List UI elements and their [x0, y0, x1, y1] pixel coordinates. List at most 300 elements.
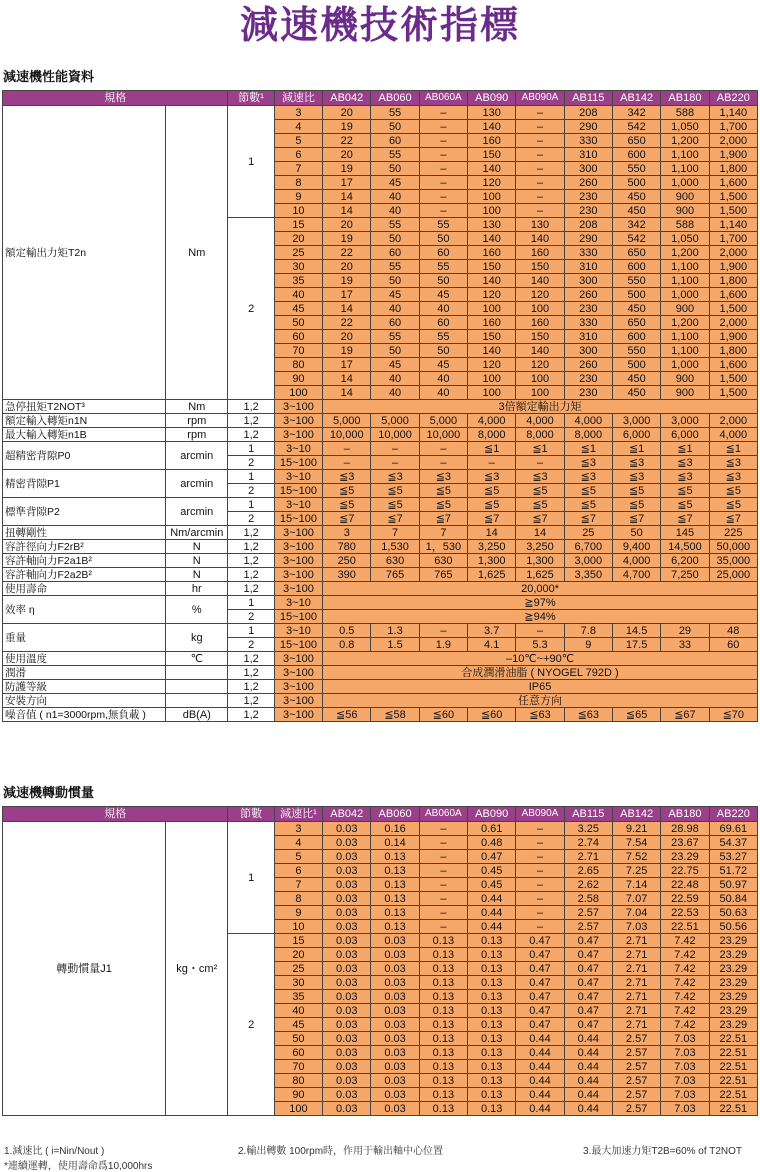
value-cell: ≦56: [323, 708, 371, 722]
value-cell: 0.44: [516, 1032, 564, 1046]
value-cell: 48: [709, 624, 757, 638]
value-cell: 5,000: [323, 414, 371, 428]
value-cell: 40: [371, 190, 419, 204]
ratio-cell: 6: [274, 148, 322, 162]
value-cell: 140: [468, 120, 516, 134]
value-cell: 0.13: [468, 1032, 516, 1046]
ratio-cell: 80: [274, 1074, 322, 1088]
value-cell: 0.44: [468, 892, 516, 906]
value-cell: 300: [564, 274, 612, 288]
value-cell: 1,500: [709, 204, 757, 218]
stage-cell: 1,2: [228, 400, 274, 414]
value-cell: 50: [419, 232, 467, 246]
ratio-cell: 3~100: [274, 428, 322, 442]
ratio-cell: 4: [274, 836, 322, 850]
value-cell: ≦1: [516, 442, 564, 456]
value-cell: 55: [371, 106, 419, 120]
value-cell: 7.03: [661, 1074, 709, 1088]
value-cell: 100: [516, 386, 564, 400]
value-cell: 390: [323, 568, 371, 582]
value-cell: 2.57: [564, 906, 612, 920]
value-cell: 1,700: [709, 232, 757, 246]
value-cell: 53.27: [709, 850, 757, 864]
value-cell: 310: [564, 260, 612, 274]
value-cell: –: [516, 176, 564, 190]
value-cell: 9.21: [612, 822, 660, 836]
value-cell: 2.71: [564, 850, 612, 864]
value-cell: 1,800: [709, 274, 757, 288]
spec-unit: %: [166, 596, 228, 624]
value-cell: 0.44: [468, 920, 516, 934]
value-cell: –: [419, 120, 467, 134]
value-cell: 0.44: [564, 1046, 612, 1060]
header-spec: 規格: [3, 91, 228, 106]
value-cell: ≦5: [564, 484, 612, 498]
ratio-cell: 4: [274, 120, 322, 134]
value-cell: 0.13: [468, 962, 516, 976]
value-cell: 160: [516, 316, 564, 330]
spec-unit: Nm: [166, 400, 228, 414]
value-cell: 0.44: [564, 1088, 612, 1102]
ratio-cell: 15~100: [274, 512, 322, 526]
value-cell: 3,000: [612, 414, 660, 428]
ratio-cell: 50: [274, 316, 322, 330]
value-cell: 140: [468, 344, 516, 358]
value-cell: 0.47: [564, 990, 612, 1004]
value-cell: 0.13: [371, 906, 419, 920]
value-cell: 50: [419, 344, 467, 358]
spec-label: 容許軸向力F2a2B²: [3, 568, 166, 582]
value-cell: 8,000: [564, 428, 612, 442]
ratio-cell: 90: [274, 372, 322, 386]
ratio-cell: 35: [274, 990, 322, 1004]
value-cell: ≦5: [709, 484, 757, 498]
spec-label: 安裝方向: [3, 694, 166, 708]
spec-label: 最大輸入轉矩n1B: [3, 428, 166, 442]
value-cell: 2.57: [612, 1032, 660, 1046]
value-cell: 7.42: [661, 962, 709, 976]
spec-label: 額定輸出力矩T2n: [3, 106, 166, 400]
header-cell: AB042: [323, 91, 371, 106]
value-cell: 260: [564, 358, 612, 372]
value-cell: 7.42: [661, 934, 709, 948]
ratio-cell: 8: [274, 176, 322, 190]
value-cell: 55: [419, 218, 467, 232]
value-cell: –: [516, 850, 564, 864]
value-cell: –: [419, 850, 467, 864]
value-cell: 1,000: [661, 358, 709, 372]
value-cell: 0.13: [419, 1060, 467, 1074]
value-cell: 10,000: [323, 428, 371, 442]
value-cell: 160: [468, 134, 516, 148]
value-cell: 0.5: [323, 624, 371, 638]
value-cell: –: [419, 162, 467, 176]
stage-cell: 1,2: [228, 680, 274, 694]
value-cell: 150: [468, 148, 516, 162]
value-cell: 0.47: [564, 948, 612, 962]
spec-unit: arcmin: [166, 470, 228, 498]
footnote-2: 2.輸出轉數 100rpm時，作用于輸出軸中心位置: [238, 1146, 444, 1157]
value-cell: ≦3: [371, 470, 419, 484]
value-cell: 7.03: [661, 1088, 709, 1102]
value-cell: ≦7: [612, 512, 660, 526]
ratio-cell: 100: [274, 386, 322, 400]
value-cell: 0.03: [371, 1102, 419, 1116]
value-cell: 17: [323, 288, 371, 302]
value-cell: ≦7: [323, 512, 371, 526]
ratio-cell: 50: [274, 1032, 322, 1046]
value-cell: 1,100: [661, 274, 709, 288]
value-cell: 2.71: [612, 1018, 660, 1032]
value-cell: 0.16: [371, 822, 419, 836]
value-cell: 17: [323, 176, 371, 190]
value-cell: 22.51: [661, 920, 709, 934]
value-cell: 9,400: [612, 540, 660, 554]
value-cell: 22: [323, 134, 371, 148]
value-cell: 20: [323, 260, 371, 274]
value-cell: 0.13: [468, 1004, 516, 1018]
value-cell: 4.1: [468, 638, 516, 652]
value-cell: ≦70: [709, 708, 757, 722]
value-cell: 0.03: [371, 962, 419, 976]
value-cell: 1,500: [709, 302, 757, 316]
spec-label: 噪音值 ( n1=3000rpm,無負載 ): [3, 708, 166, 722]
value-cell: 0.13: [419, 948, 467, 962]
value-cell: ≦1: [468, 442, 516, 456]
value-cell: 600: [612, 148, 660, 162]
spec-label: 潤滑: [3, 666, 166, 680]
value-cell: 3,250: [516, 540, 564, 554]
ratio-cell: 3: [274, 106, 322, 120]
ratio-cell: 8: [274, 892, 322, 906]
value-cell: 0.03: [323, 892, 371, 906]
stage-cell: 1,2: [228, 554, 274, 568]
header-cell: AB142: [612, 91, 660, 106]
value-cell: 7.42: [661, 1004, 709, 1018]
value-cell: 0.13: [419, 934, 467, 948]
value-cell: 120: [468, 288, 516, 302]
ratio-cell: 3~100: [274, 568, 322, 582]
value-cell: 54.37: [709, 836, 757, 850]
value-cell: 40: [371, 372, 419, 386]
value-cell: 0.13: [419, 1102, 467, 1116]
value-cell: 23.29: [709, 976, 757, 990]
ratio-cell: 7: [274, 162, 322, 176]
value-cell: 2.71: [612, 962, 660, 976]
ratio-cell: 10: [274, 920, 322, 934]
spec-label: 使用壽命: [3, 582, 166, 596]
table-row: [3, 414, 758, 428]
value-cell: 60: [709, 638, 757, 652]
value-cell: 50: [371, 344, 419, 358]
value-cell: 140: [468, 274, 516, 288]
page-title: 減速機技術指標: [239, 3, 520, 47]
span-value: –10℃~+90℃: [323, 652, 758, 666]
value-cell: –: [516, 204, 564, 218]
value-cell: ≦60: [468, 708, 516, 722]
value-cell: ≦58: [371, 708, 419, 722]
value-cell: 1,800: [709, 162, 757, 176]
ratio-cell: 5: [274, 850, 322, 864]
value-cell: 4,000: [516, 414, 564, 428]
value-cell: 19: [323, 274, 371, 288]
value-cell: 0.03: [323, 1088, 371, 1102]
spec-label: 標準背隙P2: [3, 498, 166, 526]
table-row: [3, 428, 758, 442]
footnote-1: 1.減速比 ( i=Nin/Nout ): [4, 1146, 105, 1157]
value-cell: –: [516, 878, 564, 892]
ratio-cell: 3~10: [274, 470, 322, 484]
value-cell: 0.03: [371, 990, 419, 1004]
value-cell: 7.8: [564, 624, 612, 638]
value-cell: 0.03: [371, 1018, 419, 1032]
value-cell: 2,000: [709, 316, 757, 330]
value-cell: 7.42: [661, 948, 709, 962]
ratio-cell: 3~100: [274, 526, 322, 540]
header-cell: AB090A: [516, 91, 564, 106]
ratio-cell: 15~100: [274, 456, 322, 470]
ratio-cell: 3~100: [274, 582, 322, 596]
value-cell: 0.13: [419, 1046, 467, 1060]
header-cell: 減速比: [274, 91, 322, 106]
value-cell: 0.47: [516, 1004, 564, 1018]
value-cell: 3.7: [468, 624, 516, 638]
spec-unit: hr: [166, 582, 228, 596]
value-cell: 22.53: [661, 906, 709, 920]
value-cell: 23.29: [661, 850, 709, 864]
value-cell: 1,500: [709, 386, 757, 400]
value-cell: 1.9: [419, 638, 467, 652]
stage-cell: 1: [228, 822, 274, 934]
value-cell: ≦3: [612, 470, 660, 484]
value-cell: 0.13: [371, 878, 419, 892]
value-cell: 160: [468, 316, 516, 330]
stage-cell: 1,2: [228, 526, 274, 540]
value-cell: 35,000: [709, 554, 757, 568]
value-cell: 300: [564, 162, 612, 176]
value-cell: 780: [323, 540, 371, 554]
stage-cell: 1: [228, 596, 274, 610]
value-cell: 9: [564, 638, 612, 652]
value-cell: 0.47: [516, 1018, 564, 1032]
ratio-cell: 40: [274, 288, 322, 302]
ratio-cell: 3~100: [274, 540, 322, 554]
value-cell: –: [419, 176, 467, 190]
value-cell: 22: [323, 316, 371, 330]
value-cell: ≦3: [516, 470, 564, 484]
spec-unit: kg: [166, 624, 228, 652]
stage-cell: 1,2: [228, 540, 274, 554]
value-cell: 160: [516, 246, 564, 260]
table-row: [3, 540, 758, 554]
value-cell: ≦3: [612, 456, 660, 470]
performance-table: [2, 90, 758, 722]
value-cell: 2,000: [709, 134, 757, 148]
header-cell: AB180: [661, 807, 709, 822]
value-cell: 6,700: [564, 540, 612, 554]
value-cell: 0.13: [468, 934, 516, 948]
value-cell: 0.03: [323, 864, 371, 878]
value-cell: 3.25: [564, 822, 612, 836]
value-cell: 130: [468, 218, 516, 232]
value-cell: 100: [516, 372, 564, 386]
value-cell: –: [419, 822, 467, 836]
value-cell: –: [419, 906, 467, 920]
value-cell: ≦1: [564, 442, 612, 456]
value-cell: 230: [564, 302, 612, 316]
value-cell: 7.25: [612, 864, 660, 878]
ratio-cell: 15: [274, 218, 322, 232]
value-cell: ≦5: [612, 498, 660, 512]
value-cell: 0.44: [516, 1102, 564, 1116]
value-cell: 1,100: [661, 330, 709, 344]
header-spec: 規格: [3, 807, 228, 822]
ratio-cell: 30: [274, 260, 322, 274]
value-cell: 0.47: [516, 934, 564, 948]
ratio-cell: 45: [274, 1018, 322, 1032]
value-cell: 542: [612, 120, 660, 134]
value-cell: 500: [612, 288, 660, 302]
value-cell: 140: [516, 232, 564, 246]
value-cell: 14: [468, 526, 516, 540]
header-cell: AB060A: [419, 807, 467, 822]
value-cell: 260: [564, 176, 612, 190]
value-cell: 0.03: [323, 878, 371, 892]
value-cell: 19: [323, 162, 371, 176]
value-cell: 1,200: [661, 316, 709, 330]
value-cell: 8,000: [516, 428, 564, 442]
value-cell: 55: [371, 218, 419, 232]
value-cell: 1,500: [709, 190, 757, 204]
value-cell: 2.57: [612, 1088, 660, 1102]
value-cell: 45: [371, 176, 419, 190]
value-cell: 100: [468, 302, 516, 316]
value-cell: 0.03: [371, 1032, 419, 1046]
header-cell: AB060: [371, 807, 419, 822]
value-cell: 50.56: [709, 920, 757, 934]
header-cell: 節數: [228, 807, 274, 822]
spec-unit: Nm/arcmin: [166, 526, 228, 540]
value-cell: 14: [323, 204, 371, 218]
spec-label: 容許軸向力F2a1B²: [3, 554, 166, 568]
value-cell: 4,000: [564, 414, 612, 428]
value-cell: 0.47: [564, 1004, 612, 1018]
value-cell: 600: [612, 260, 660, 274]
value-cell: 1,100: [661, 344, 709, 358]
value-cell: 22.48: [661, 878, 709, 892]
value-cell: 342: [612, 218, 660, 232]
value-cell: –: [419, 836, 467, 850]
value-cell: 230: [564, 386, 612, 400]
value-cell: 60: [371, 134, 419, 148]
value-cell: 0.47: [564, 1018, 612, 1032]
value-cell: 50: [371, 232, 419, 246]
header-row: [3, 91, 758, 106]
value-cell: 260: [564, 288, 612, 302]
value-cell: 450: [612, 302, 660, 316]
ratio-cell: 20: [274, 948, 322, 962]
value-cell: 0.47: [516, 990, 564, 1004]
value-cell: 7.54: [612, 836, 660, 850]
value-cell: 1,500: [709, 372, 757, 386]
value-cell: 60: [371, 316, 419, 330]
value-cell: 500: [612, 176, 660, 190]
stage-cell: 2: [228, 512, 274, 526]
value-cell: 0.13: [371, 850, 419, 864]
value-cell: 765: [419, 568, 467, 582]
value-cell: 2.57: [612, 1074, 660, 1088]
value-cell: –: [419, 878, 467, 892]
value-cell: 630: [371, 554, 419, 568]
value-cell: 0.44: [564, 1102, 612, 1116]
value-cell: 19: [323, 120, 371, 134]
value-cell: 0.03: [323, 1074, 371, 1088]
value-cell: 50.63: [709, 906, 757, 920]
value-cell: 310: [564, 330, 612, 344]
spec-label: 容許徑向力F2rB²: [3, 540, 166, 554]
value-cell: 22: [323, 246, 371, 260]
inertia-label: 轉動慣量J1: [3, 822, 166, 1116]
stage-cell: 1,2: [228, 708, 274, 722]
value-cell: 6,200: [661, 554, 709, 568]
value-cell: 19: [323, 344, 371, 358]
value-cell: 0.61: [468, 822, 516, 836]
value-cell: 450: [612, 190, 660, 204]
stage-cell: 1,2: [228, 568, 274, 582]
value-cell: 2.71: [612, 948, 660, 962]
value-cell: 7.42: [661, 990, 709, 1004]
value-cell: 230: [564, 190, 612, 204]
value-cell: 22.75: [661, 864, 709, 878]
table-row: [3, 822, 758, 836]
table-row: [3, 666, 758, 680]
ratio-cell: 3~10: [274, 442, 322, 456]
value-cell: ≦5: [516, 484, 564, 498]
value-cell: 1,625: [516, 568, 564, 582]
value-cell: ≦5: [323, 484, 371, 498]
value-cell: 7.42: [661, 1018, 709, 1032]
ratio-cell: 7: [274, 878, 322, 892]
spec-label: 額定輸入轉矩n1N: [3, 414, 166, 428]
table-row: [3, 694, 758, 708]
value-cell: –: [516, 624, 564, 638]
value-cell: 40: [419, 386, 467, 400]
value-cell: 100: [468, 372, 516, 386]
span-value: 任意方向: [323, 694, 758, 708]
ratio-cell: 3~100: [274, 414, 322, 428]
header-cell: AB060A: [419, 91, 467, 106]
value-cell: –: [419, 864, 467, 878]
value-cell: 140: [516, 274, 564, 288]
value-cell: 1,200: [661, 134, 709, 148]
stage-cell: 1: [228, 470, 274, 484]
value-cell: 1.5: [371, 638, 419, 652]
value-cell: 22.51: [709, 1102, 757, 1116]
stage-cell: 2: [228, 456, 274, 470]
spec-unit: [166, 666, 228, 680]
value-cell: –: [516, 148, 564, 162]
footnote-4: *連續運轉，使用壽命爲10,000hrs: [4, 1161, 153, 1172]
span-value: ≧94%: [323, 610, 758, 624]
value-cell: 5.3: [516, 638, 564, 652]
value-cell: 55: [371, 260, 419, 274]
value-cell: 1,700: [709, 120, 757, 134]
ratio-cell: 3~100: [274, 680, 322, 694]
spec-label: 急停扭矩T2NOT³: [3, 400, 166, 414]
value-cell: ≦67: [661, 708, 709, 722]
span-value: 3倍額定輸出力矩: [323, 400, 758, 414]
value-cell: ≦5: [371, 498, 419, 512]
